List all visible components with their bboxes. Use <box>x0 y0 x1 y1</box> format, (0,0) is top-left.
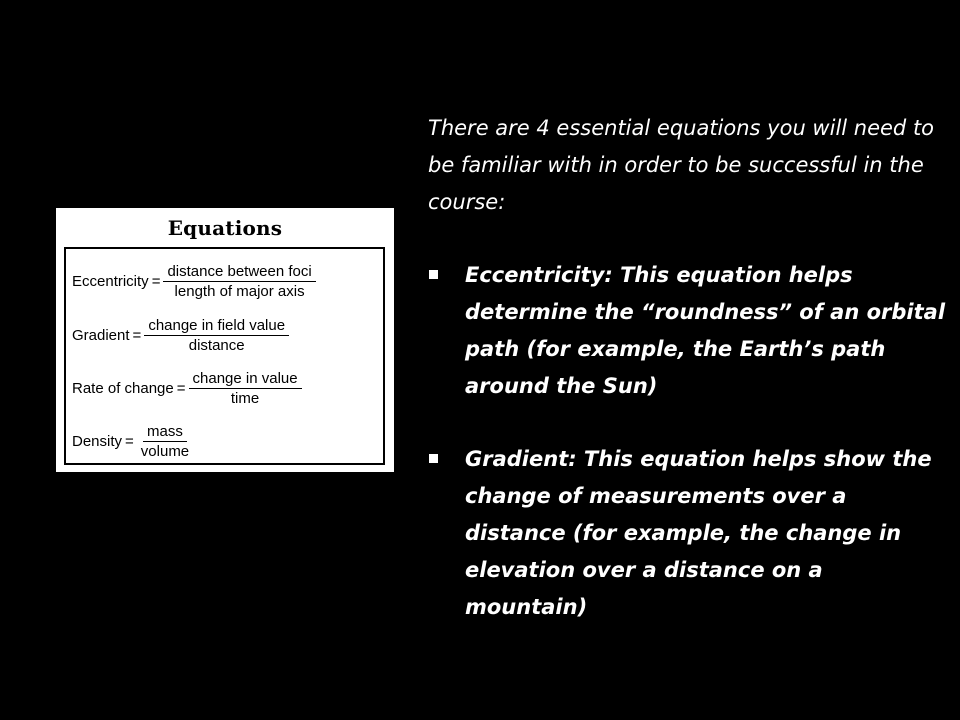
denominator: distance <box>188 337 245 354</box>
equations-box <box>64 247 385 465</box>
bullet-text: Eccentricity: This equation helps determine the “roundness” of an orbital path (for example, the Earth’s path around the Sun) <box>465 263 946 398</box>
equation-eccentricity <box>72 263 316 300</box>
numerator: mass <box>143 423 187 442</box>
equals-sign: = <box>132 327 142 344</box>
equation-gradient <box>72 317 289 354</box>
numerator: change in field value <box>144 317 289 336</box>
intro-paragraph: There are 4 essential equations you will need to be familiar with in order to be successful in the course: <box>428 116 935 214</box>
equals-sign: = <box>125 433 134 450</box>
square-bullet-icon <box>429 270 438 279</box>
denominator: volume <box>140 443 190 460</box>
equation-rate-of-change <box>72 370 302 407</box>
fraction <box>189 370 302 407</box>
equation-name: Density <box>72 433 123 450</box>
text-column <box>428 110 950 662</box>
equation-name: Eccentricity <box>72 273 149 290</box>
equations-title: Equations <box>167 216 283 240</box>
equation-name: Rate of change <box>72 380 174 397</box>
equals-sign: = <box>176 380 186 397</box>
fraction <box>144 317 289 354</box>
bullet-gradient <box>428 441 950 626</box>
square-bullet-icon <box>429 454 438 463</box>
equals-sign: = <box>151 273 161 290</box>
fraction <box>163 263 315 300</box>
equation-density <box>72 423 193 460</box>
equation-name: Gradient <box>72 327 130 344</box>
numerator: change in value <box>189 370 302 389</box>
bullet-text: Gradient: This equation helps show the change of measurements over a distance (for example, the change in elevation over a distance on a mountain) <box>465 447 932 619</box>
denominator: length of major axis <box>174 283 305 300</box>
numerator: distance between foci <box>163 263 315 282</box>
bullet-eccentricity <box>428 257 950 405</box>
fraction <box>137 423 193 460</box>
denominator: time <box>230 390 260 407</box>
equations-card <box>56 208 394 472</box>
